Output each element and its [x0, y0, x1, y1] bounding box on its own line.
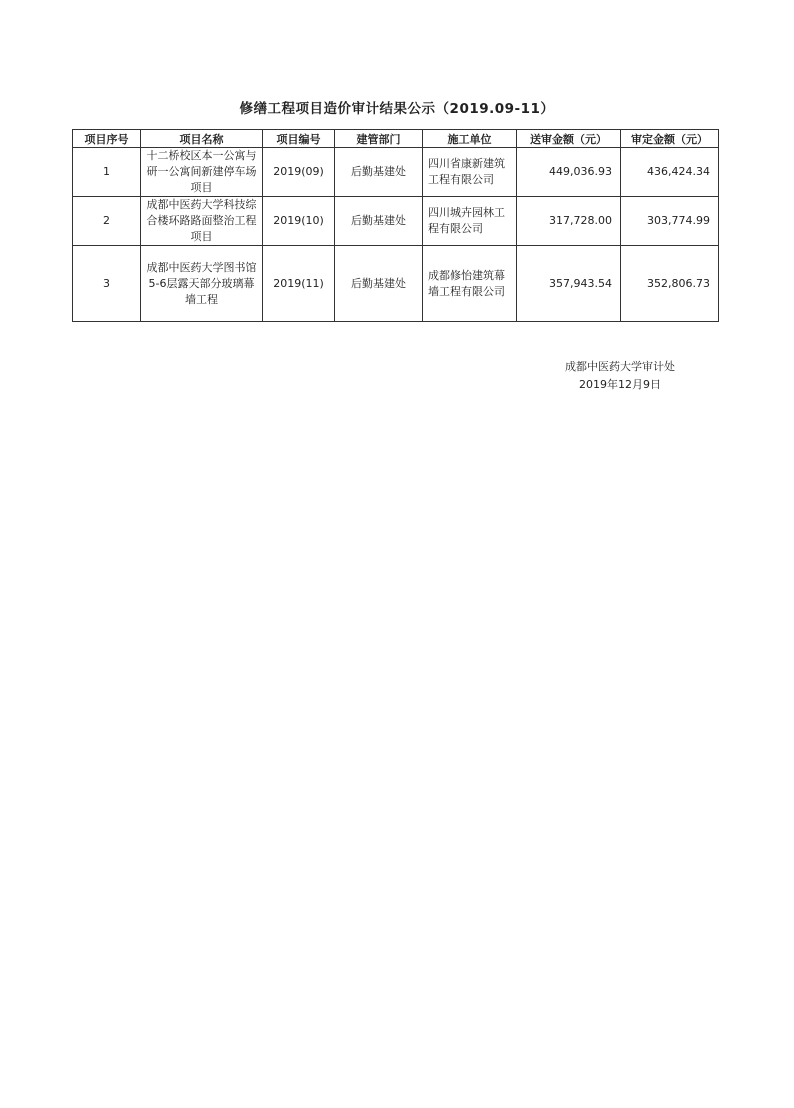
cell-dept: 后勤基建处: [335, 197, 423, 246]
audit-results-table: [72, 129, 719, 322]
cell-submitted: 449,036.93: [517, 148, 621, 197]
header-name: 项目名称: [141, 130, 263, 148]
header-submitted-amount: 送审金额（元）: [517, 130, 621, 148]
table-header-row: [73, 130, 719, 148]
cell-approved: 436,424.34: [621, 148, 719, 197]
page-title: 修缮工程项目造价审计结果公示（2019.09-11）: [239, 101, 555, 117]
cell-submitted: 357,943.54: [517, 246, 621, 322]
cell-seq: 1: [73, 148, 141, 197]
cell-code: 2019(10): [263, 197, 335, 246]
cell-name: 十二桥校区本一公寓与研一公寓间新建停车场项目: [141, 148, 263, 197]
cell-name: 成都中医药大学科技综合楼环路路面整治工程项目: [141, 197, 263, 246]
cell-dept: 后勤基建处: [335, 246, 423, 322]
signature-org: 成都中医药大学审计处: [565, 360, 675, 373]
table-row: [73, 197, 719, 246]
header-dept: 建管部门: [335, 130, 423, 148]
cell-approved: 352,806.73: [621, 246, 719, 322]
cell-submitted: 317,728.00: [517, 197, 621, 246]
cell-contractor: 成都修怡建筑幕墙工程有限公司: [423, 246, 517, 322]
cell-code: 2019(09): [263, 148, 335, 197]
cell-seq: 2: [73, 197, 141, 246]
cell-approved: 303,774.99: [621, 197, 719, 246]
cell-seq: 3: [73, 246, 141, 322]
signature-date: 2019年12月9日: [579, 378, 661, 391]
header-seq: 项目序号: [73, 130, 141, 148]
cell-dept: 后勤基建处: [335, 148, 423, 197]
header-code: 项目编号: [263, 130, 335, 148]
cell-name: 成都中医药大学图书馆5-6层露天部分玻璃幕墙工程: [141, 246, 263, 322]
header-contractor: 施工单位: [423, 130, 517, 148]
cell-contractor: 四川城卉园林工程有限公司: [423, 197, 517, 246]
cell-contractor: 四川省康新建筑工程有限公司: [423, 148, 517, 197]
table-row: [73, 246, 719, 322]
header-approved-amount: 审定金额（元）: [621, 130, 719, 148]
cell-code: 2019(11): [263, 246, 335, 322]
signature-block: [520, 358, 720, 394]
table-row: [73, 148, 719, 197]
